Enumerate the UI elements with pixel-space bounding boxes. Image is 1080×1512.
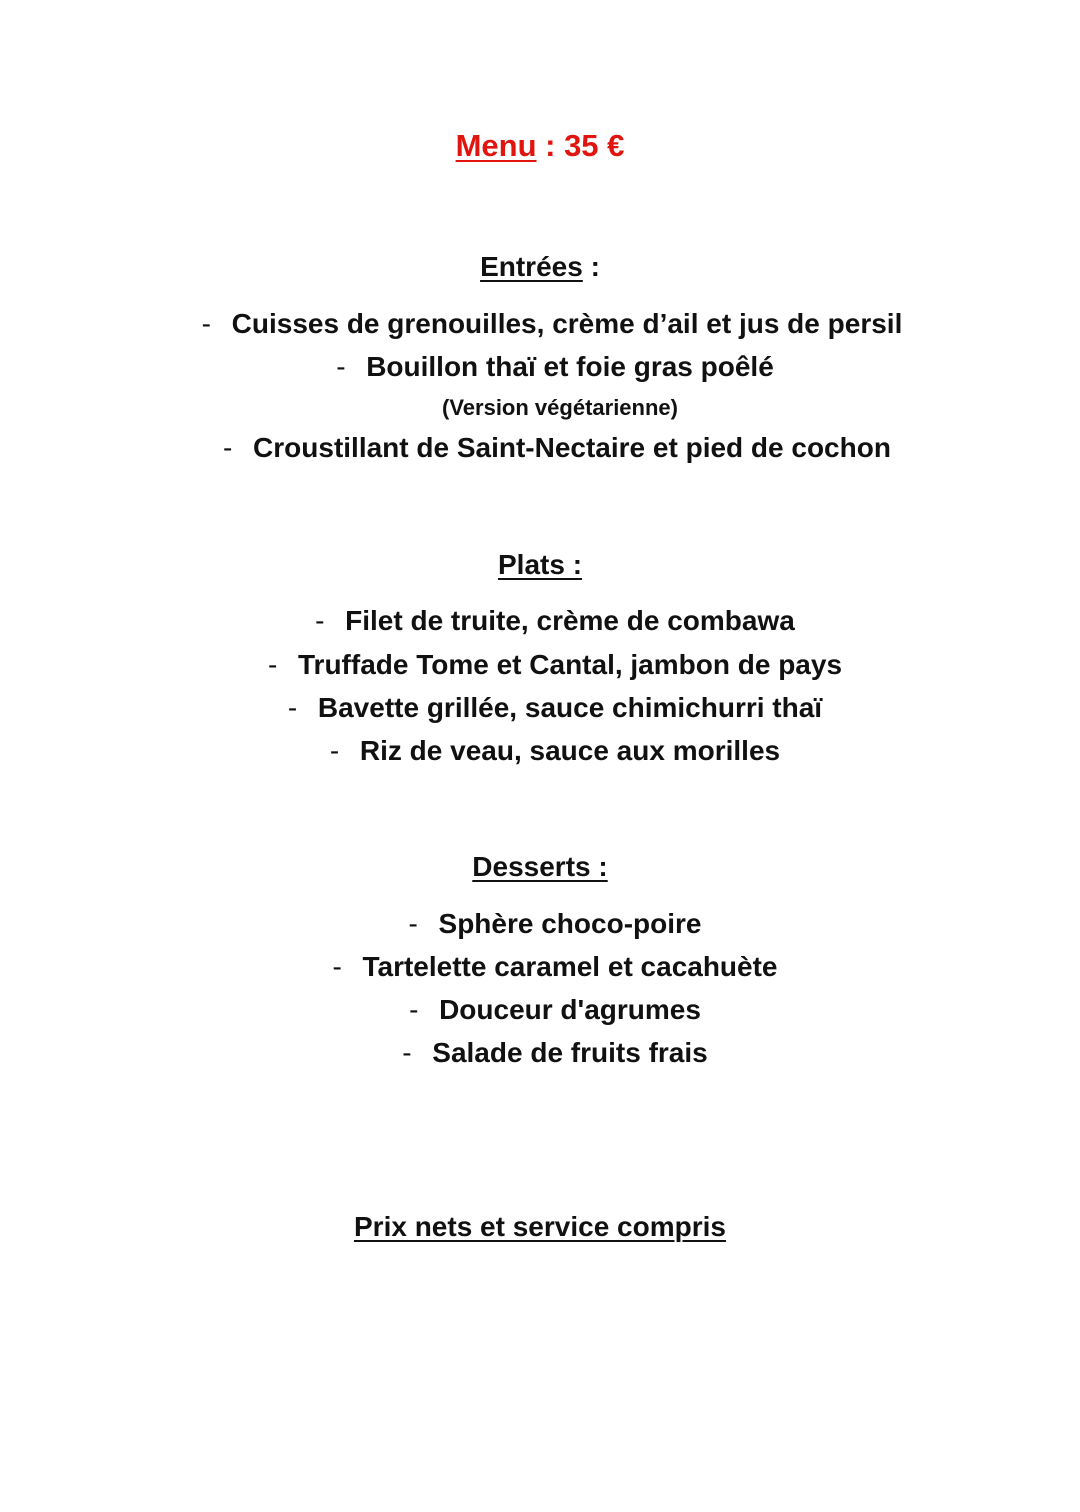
entree-item-3: Croustillant de Saint-Nectaire et pied de cochon xyxy=(253,432,891,463)
list-item xyxy=(0,947,1080,987)
list-item xyxy=(0,1033,1080,1073)
bullet-dash: - xyxy=(409,994,419,1025)
dessert-item-3: Douceur d'agrumes xyxy=(439,994,701,1025)
dessert-item-2: Tartelette caramel et cacahuète xyxy=(362,951,778,982)
entree-item-1: Cuisses de grenouilles, crème d’ail et jus de persil xyxy=(231,308,903,339)
menu-title-word: Menu xyxy=(455,128,537,163)
dessert-item-1: Sphère choco-poire xyxy=(438,908,702,939)
bullet-dash: - xyxy=(315,605,325,636)
section-heading-plats xyxy=(0,545,1080,585)
dessert-item-4: Salade de fruits frais xyxy=(432,1037,708,1068)
menu-title xyxy=(0,124,1080,168)
price-footer xyxy=(0,1207,1080,1247)
section-heading-desserts xyxy=(0,847,1080,887)
desserts-heading-label: Desserts : xyxy=(472,851,608,882)
list-item xyxy=(0,731,1080,771)
plat-item-4: Riz de veau, sauce aux morilles xyxy=(359,735,781,766)
list-item xyxy=(0,904,1080,944)
bullet-dash: - xyxy=(329,735,340,766)
bullet-dash: - xyxy=(336,351,346,382)
entrees-heading-colon: : xyxy=(582,251,600,282)
bullet-dash: - xyxy=(287,692,298,723)
plats-heading-label: Plats : xyxy=(497,549,583,580)
bullet-dash: - xyxy=(332,951,342,982)
plat-item-2: Truffade Tome et Cantal, jambon de pays xyxy=(297,649,843,680)
list-item xyxy=(0,428,1080,468)
plat-item-1: Filet de truite, crème de combawa xyxy=(345,605,795,636)
list-item xyxy=(0,990,1080,1030)
entree-item-2: Bouillon thaï et foie gras poêlé xyxy=(366,351,774,382)
bullet-dash: - xyxy=(402,1037,412,1068)
bullet-dash: - xyxy=(408,908,418,939)
list-item xyxy=(0,347,1080,387)
list-item xyxy=(0,304,1080,344)
list-item xyxy=(0,688,1080,728)
list-item xyxy=(0,601,1080,641)
bullet-dash: - xyxy=(267,649,278,680)
price-footer-label: Prix nets et service compris xyxy=(354,1211,726,1242)
bullet-dash: - xyxy=(201,308,211,339)
section-heading-entrees xyxy=(0,247,1080,287)
menu-price: : 35 € xyxy=(536,128,625,163)
bullet-dash: - xyxy=(223,432,233,463)
entrees-heading-label: Entrées xyxy=(480,251,583,282)
list-item xyxy=(0,645,1080,685)
plat-item-3: Bavette grillée, sauce chimichurri thaï xyxy=(317,692,823,723)
vegetarian-note: (Version végétarienne) xyxy=(442,395,678,420)
